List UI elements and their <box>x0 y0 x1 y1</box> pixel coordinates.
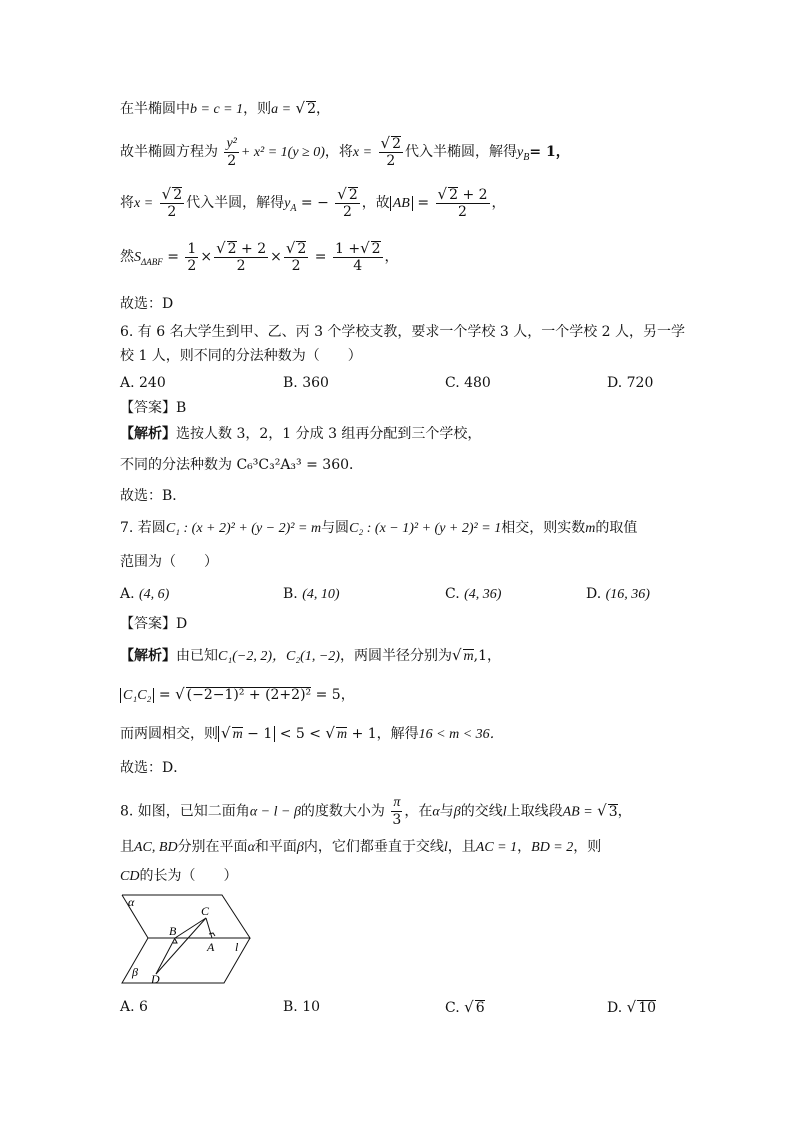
line-2: 故半椭圆方程为 $\frac{\text{y²}}{2}$ + x² = 1(y ≥ 0)，将x = $\frac{√ 2}{2}$ 代入半椭圆，解得$y_B= 1$， <box>120 134 570 169</box>
q7-explanation-2: C₁C₂ = √ (−2−1)² + (2+2)² = 5， <box>120 684 355 705</box>
q6-answer: 【答案】B <box>120 400 187 416</box>
plane-beta <box>122 938 250 983</box>
dihedral-angle-figure <box>118 893 258 988</box>
text: ，则 <box>243 101 272 117</box>
math: AB <box>390 196 413 211</box>
math: = − <box>300 195 329 211</box>
q6-option-c: C. 480 <box>445 375 491 391</box>
segment-ca <box>206 918 212 938</box>
fraction: $\frac{√ 2}{2}$ <box>161 185 183 220</box>
sqrt-value: 2 <box>307 101 316 117</box>
q8-option-d: D. √ 10 <box>607 998 657 1016</box>
text: 然 <box>120 249 134 265</box>
math: x = <box>352 145 373 160</box>
q6-explanation-2: 不同的分法种数为 C₆³C₃²A₃³ = 360． <box>120 457 364 473</box>
fraction: $\frac{1 +√ 2}{4}$ <box>334 239 381 274</box>
text: 在半椭圆中 <box>120 101 190 117</box>
label-a: A <box>207 940 215 954</box>
math: a = <box>271 102 292 117</box>
line-3: 将x = $\frac{√ 2}{2}$ 代入半圆，解得$y_A$ = − $\frac{√ 2}{2}$ ，故 AB = $\frac{√ 2 + 2}{2}$ ， <box>120 185 506 220</box>
q6-option-d: D. 720 <box>607 375 654 391</box>
label-b: B <box>169 924 177 938</box>
fraction: $\frac{√ 2 + 2}{2}$ <box>437 185 488 220</box>
q7-option-d: D. (16, 36) <box>586 586 650 602</box>
label-c: C <box>201 904 210 918</box>
math: y <box>517 145 524 160</box>
label-beta: β <box>132 965 138 979</box>
q7-explanation-1: 【解析】由已知C₁(−2, 2)，C₂(1, −2)，两圆半径分别为√ m,1， <box>120 646 501 664</box>
right-angle-mark <box>209 933 215 936</box>
q8-stem-3: CD的长为（ ） <box>120 868 238 884</box>
math: b = c = 1 <box>190 102 244 117</box>
q6-stem-2: 校 1 人，则不同的分法种数为（ ） <box>120 348 362 364</box>
q8-option-c: C. √ 6 <box>445 998 485 1016</box>
text: 故半椭圆方程为 <box>120 144 218 160</box>
label-d: D <box>151 972 160 986</box>
q6-option-b: B. 360 <box>283 375 329 391</box>
q6-explanation-1: 【解析】选按人数 3，2，1 分成 3 组再分配到三个学校， <box>120 426 482 442</box>
label-alpha: α <box>128 895 135 909</box>
answer-select: 故选：D <box>120 296 174 312</box>
q6-stem-1: 6. 有 6 名大学生到甲、乙、丙 3 个学校支教，要求一个学校 3 人，一个学校 2 人，另一学 <box>120 324 686 340</box>
segment-cd <box>156 918 206 974</box>
text: 代入半圆，解得 <box>186 195 285 211</box>
fraction: $\frac{√ 2}{2}$ <box>285 239 307 274</box>
plane-alpha <box>122 895 250 938</box>
fraction: $\frac{1}{2}$ <box>187 240 197 274</box>
label-l: l <box>235 940 239 954</box>
q7-stem-1: 7. 若圆C₁ : (x + 2)² + (y − 2)² = m与圆C₂ : (x − 1)² + (y + 2)² = 1相交，则实数m的取值 <box>120 520 638 536</box>
q8-stem-2: 且AC, BD分别在平面α和平面β内，它们都垂直于交线l，且AC = 1，BD = 2，则 <box>120 839 602 855</box>
q6-option-a: A. 240 <box>120 375 166 391</box>
math: x = <box>134 196 154 211</box>
fraction: $\frac{√ 2}{2}$ <box>337 185 358 220</box>
fraction: $\frac{\text{y²}}{2}$ <box>226 135 237 169</box>
q7-option-c: C. (4, 36) <box>445 586 502 602</box>
text: ，故 <box>361 195 390 211</box>
text: ，将 <box>324 144 353 160</box>
q7-explanation-3: 而两圆相交，则 √ m − 1 < 5 < √ m + 1，解得16 < m < 36． <box>120 724 504 742</box>
q7-option-a: A. (4, 6) <box>120 586 170 602</box>
q7-stem-2: 范围为（ ） <box>120 554 218 570</box>
q6-select: 故选：B． <box>120 488 187 504</box>
fraction: $\frac{√ 2 + 2}{2}$ <box>216 239 267 274</box>
math: y <box>284 196 291 211</box>
text: 代入半椭圆，解得 <box>405 144 518 160</box>
line-1: 在半椭圆中b = c = 1，则a = √ 2， <box>120 99 330 117</box>
q7-select: 故选：D． <box>120 760 188 776</box>
fraction: $\frac{√ 2}{2}$ <box>380 134 402 169</box>
math: = 1， <box>529 144 570 160</box>
q7-option-b: B. (4, 10) <box>283 586 340 602</box>
math: + x² = 1(y ≥ 0) <box>240 145 325 160</box>
text: ， <box>316 101 330 117</box>
line-4: 然$S_{\Delta ABF}$ = $\frac{1}{2}$ × $\frac{√ 2 + 2}{2}$ × $\frac{√ 2}{2}$ = $\frac{1 +√ 2}{4}$ ， <box>120 239 399 274</box>
text: 将 <box>120 195 134 211</box>
q7-answer: 【答案】D <box>120 616 188 632</box>
q8-option-b: B. 10 <box>283 999 321 1015</box>
q8-option-a: A. 6 <box>120 999 148 1015</box>
q8-stem-1: 8. 如图，已知二面角α − l − β的度数大小为 $\frac{\pi}{3}$ ，在α与β的交线l上取线段AB = √ 3， <box>120 795 632 828</box>
